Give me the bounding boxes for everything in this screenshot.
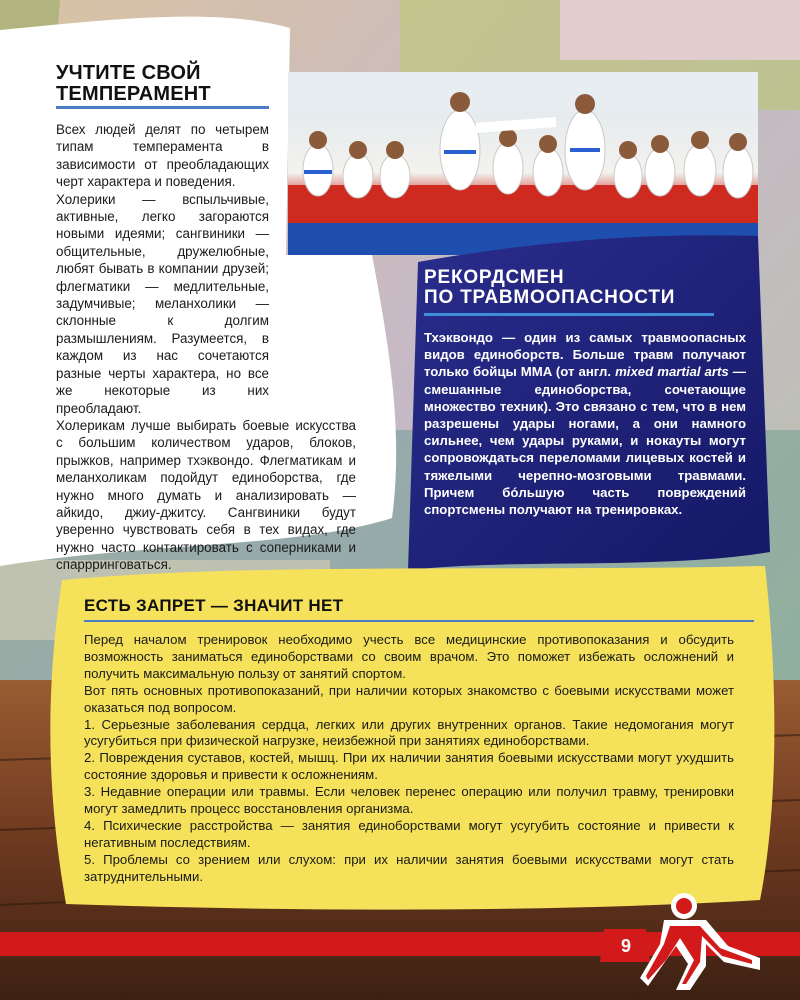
contraindication-item: 4. Психические расстройства — занятия единоборствами могут усугубить состояние и привести к негативным последствиям. bbox=[84, 817, 734, 850]
contraindications-title-underline bbox=[84, 620, 754, 622]
page-number: 9 bbox=[620, 936, 631, 956]
injury-text-part: Тхэквондо — один из самых травмоопасных видов единоборств. Больше травм получают только бойцы MMA (от англ. bbox=[424, 330, 746, 380]
temperament-text bbox=[56, 121, 356, 574]
temperament-title-underline bbox=[56, 106, 269, 109]
temperament-title-line-2: ТЕМПЕРАМЕНТ bbox=[56, 83, 211, 105]
temperament-paragraph: Холерикам лучше выбирать боевые искусства с большим количеством ударов, блоков, прыжков, например тхэквондо. Флегматикам и меланхоликам подойдут единоборства, где нужно много думать и анализировать — айкидо, джиу-джитсу. Сангвиники будут уверенно чувствовать себя в тех видах, где нужно часто контактировать с соперниками и спаррринговаться. bbox=[56, 417, 356, 573]
contraindication-item: 2. Повреждения суставов, костей, мышц. При их наличии занятия боевыми искусствами могут ухудшить состояние здоровья и привести к осложнениям. bbox=[84, 750, 734, 783]
injury-title-line-2: ПО ТРАВМООПАСНОСТИ bbox=[424, 287, 676, 308]
injury-text bbox=[424, 329, 746, 518]
temperament-title bbox=[56, 63, 211, 105]
injury-text-part: — смешанные единоборства, сочетающие множество техник). Это связано с тем, что в нем разрешены удары ногами, а они намного сильнее, чем удары руками, и нокауты могут сопровождаться переломами лицевых костей и тяжелыми черепно-мозговыми травмами. Причем бóльшую часть повреждений спортсмены получают на тренировках. bbox=[424, 364, 746, 518]
injury-text-italic: mixed martial arts bbox=[615, 364, 729, 380]
contraindications-text bbox=[84, 632, 734, 886]
contraindications-title: ЕСТЬ ЗАПРЕТ — ЗНАЧИТ НЕТ bbox=[84, 596, 344, 615]
contraindication-item: 1. Серьезные заболевания сердца, легких или других внутренних органов. Такие недомогания могут усугубиться при физической нагрузке, неизбежной при занятиях единоборствами. bbox=[84, 716, 734, 749]
temperament-paragraph: Холерики — вспыльчивые, активные, легко загораются новыми идеями; сангвиники — общительные, дружелюбные, любят бывать в компании друзей; флегматики — медлительные, задумчивые; меланхолики — склонные к долгим размышлениям. Разумеется, в каждом из нас сочетаются разные черты характера, но все же некоторые из них преобладают. bbox=[56, 191, 269, 416]
contraindication-item: 5. Проблемы со зрением или слухом: при их наличии занятия боевыми искусствами могут стать затруднительными. bbox=[84, 851, 734, 884]
injury-title-line-1: РЕКОРДСМЕН bbox=[424, 267, 565, 288]
temperament-paragraph: Всех людей делят по четырем типам темперамента в зависимости от преобладающих черт характера и поведения. bbox=[56, 122, 269, 190]
contraindication-item: 3. Недавние операции или травмы. Если человек перенес операцию или получил травму, тренировки могут замедлить процесс восстановления организма. bbox=[84, 784, 734, 817]
karate-class-photo bbox=[288, 72, 758, 255]
temperament-title-line-1: УЧТИТЕ СВОЙ bbox=[56, 62, 201, 84]
contraindications-intro: Перед началом тренировок необходимо учесть все медицинские противопоказания и обсудить возможность заниматься единоборствами со своим врачом. Это поможет избежать осложнений и получить максимальную пользу от занятий спортом. bbox=[84, 632, 734, 681]
injury-title bbox=[424, 268, 675, 308]
contraindications-intro: Вот пять основных противопоказаний, при наличии которых знакомство с боевыми искусствами может оказаться под вопросом. bbox=[84, 682, 734, 715]
injury-title-underline bbox=[424, 313, 714, 316]
